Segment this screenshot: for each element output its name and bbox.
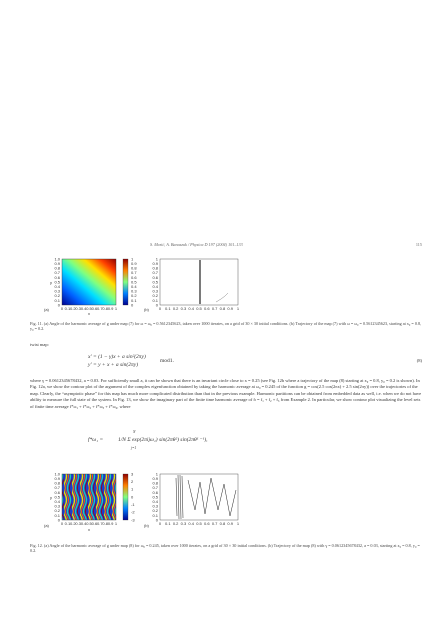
fig12a-y-ticks bbox=[54, 471, 60, 522]
fig12-colorbar-tick-label: -2 bbox=[131, 509, 135, 515]
fig11a-x-tick-label: 0.2 bbox=[70, 306, 76, 311]
equation-harmonic-rhs: 1/N Σ exp(2πijω₁) sin(2πθ²) sin(2πθ¹ ⁻¹), bbox=[118, 437, 208, 443]
fig11-colorbar-tick-label: 1 bbox=[131, 256, 134, 262]
fig11a-y-tick-label: 0 bbox=[57, 302, 60, 308]
equation-8-line2: y' = y + x + a sin(2πy) bbox=[88, 362, 139, 368]
fig11b-x-tick-label: 0.9 bbox=[227, 306, 233, 311]
fig12b-panel-label: (b) bbox=[144, 523, 149, 528]
fig12b-x-tick-label: 0 bbox=[158, 521, 162, 526]
equation-sum-bottom: j=1 bbox=[131, 446, 137, 450]
fig12b-x-tick-label: 0.7 bbox=[211, 521, 218, 526]
equation-8-number: (8) bbox=[416, 358, 422, 363]
fig12b-y-tick-label: 1 bbox=[155, 471, 158, 477]
fig12a-y-tick-label: 0.7 bbox=[54, 485, 60, 491]
fig11-colorbar-tick-label: 0.6 bbox=[131, 274, 137, 280]
fig12a-y-tick-label: 0.2 bbox=[54, 508, 60, 514]
fig12b-x-tick-label: 0.9 bbox=[227, 521, 233, 526]
fig12a-x-tick-label: 0 bbox=[60, 521, 64, 526]
fig12a-x-tick-label: 0.2 bbox=[70, 521, 76, 526]
fig12-colorbar-tick-label: -1 bbox=[131, 502, 135, 508]
fig11a-panel-label: (a) bbox=[44, 307, 49, 312]
fig12-colorbar-tick-label: 1 bbox=[131, 486, 134, 492]
fig12a-x-tick-label: 0.4 bbox=[80, 521, 87, 526]
fig11b-y-tick-label: 0.4 bbox=[152, 284, 158, 289]
fig12b-x-tick-label: 0.4 bbox=[188, 521, 194, 526]
fig12a-x-tick-label: 0.6 bbox=[91, 521, 98, 526]
fig12b-y-tick-label: 0.5 bbox=[152, 494, 158, 500]
fig12-colorbar-tick-label: 3 bbox=[131, 471, 134, 477]
fig11a-y-tick-label: 0.7 bbox=[54, 270, 60, 276]
fig12b-y-tick-label: 0.4 bbox=[152, 499, 158, 504]
fig11b-x-tick-label: 0.5 bbox=[196, 306, 202, 311]
equation-harmonic-lhs: f*ω₁ = bbox=[88, 437, 104, 443]
fig11b-y-tick-label: 0 bbox=[155, 302, 158, 308]
fig11b-y-tick-label: 0.2 bbox=[152, 293, 158, 299]
fig11-colorbar-tick-label: 0.2 bbox=[131, 293, 137, 299]
fig12b-y-tick-label: 0.8 bbox=[152, 480, 158, 486]
fig12b-x-tick-label: 0.6 bbox=[204, 521, 210, 526]
fig12-colorbar-tick-label: -3 bbox=[131, 517, 135, 523]
fig11-colorbar-tick-label: 0.3 bbox=[131, 288, 137, 294]
fig11a-x-tick-label: 1 bbox=[114, 306, 118, 311]
fig12b-x-tick-label: 0.5 bbox=[196, 521, 202, 526]
fig11a-y-tick-label: 0.3 bbox=[54, 288, 60, 294]
fig11a-x-tick-label: 0 bbox=[60, 306, 64, 311]
fig11b-panel-label: (b) bbox=[144, 307, 149, 312]
fig12b-x-tick-label: 0.3 bbox=[180, 521, 187, 526]
equation-8-mod: mod1. bbox=[160, 358, 174, 364]
fig11a-x-tick-label: 0.8 bbox=[102, 306, 108, 311]
fig11-colorbar-tick-label: 0.9 bbox=[131, 261, 137, 266]
fig11a-heatmap bbox=[62, 259, 116, 305]
fig11a-y-tick-label: 0.8 bbox=[54, 265, 60, 271]
fig11-colorbar bbox=[123, 259, 128, 305]
fig11a-x-tick-label: 0.3 bbox=[75, 306, 81, 311]
equation-8-line1: x' = (1 − γ)x + a sin²(2πy) bbox=[88, 354, 146, 360]
fig12a-xlabel: x bbox=[88, 527, 90, 532]
figure-12 bbox=[40, 470, 280, 534]
fig12a-x-tick-label: 0.3 bbox=[75, 521, 81, 526]
fig11b-x-tick-label: 0.4 bbox=[188, 306, 194, 311]
fig11a-x-tick-label: 0.5 bbox=[86, 306, 92, 311]
fig11b-y-tick-label: 0.3 bbox=[152, 288, 158, 294]
figure-11-caption: Fig. 11. (a) Angle of the harmonic average of g under map (7) for ω = ω₀ = 0.5612345623, taken over 1000 iterates, on a grid of 30 × 30 initial conditions. (b) Trajectory of the map (7) with ω = ω₀ = 0.5612345623, starting at x₀ = 0.8, y₀ = 0.2. bbox=[30, 321, 422, 332]
fig11a-ylabel: y bbox=[50, 280, 52, 285]
fig12a-y-tick-label: 1.0 bbox=[54, 471, 60, 477]
fig12a-heatmap bbox=[62, 474, 116, 520]
fig12a-y-tick-label: 0.3 bbox=[54, 503, 60, 509]
equation-sum-top: N bbox=[133, 430, 136, 434]
body-intro: twist map: bbox=[30, 342, 49, 347]
fig11a-y-tick-label: 0.5 bbox=[54, 279, 60, 285]
fig12a-ylabel: y bbox=[50, 495, 52, 500]
fig11b-x-tick-label: 0.2 bbox=[172, 306, 179, 311]
fig12b-x-tick-label: 1 bbox=[236, 521, 240, 526]
fig11a-y-tick-label: 0.9 bbox=[54, 261, 60, 266]
fig12b-x-ticks bbox=[159, 521, 240, 526]
fig11a-y-tick-label: 0.4 bbox=[54, 284, 60, 289]
fig12a-y-tick-label: 0.8 bbox=[54, 480, 60, 486]
fig12a-y-tick-label: 0.6 bbox=[54, 489, 60, 495]
fig12b-y-tick-label: 0.2 bbox=[152, 508, 158, 514]
fig12b-y-tick-label: 0.6 bbox=[152, 489, 158, 495]
fig12a-x-tick-label: 0.5 bbox=[86, 521, 92, 526]
fig11b-y-tick-label: 0.1 bbox=[152, 297, 158, 303]
fig12b-x-tick-label: 0.2 bbox=[172, 521, 179, 526]
fig12b-y-tick-label: 0.9 bbox=[152, 476, 158, 481]
fig11b-y-tick-label: 0.9 bbox=[152, 261, 158, 266]
fig12-colorbar-ticks bbox=[131, 471, 135, 522]
fig12b-y-tick-label: 0.3 bbox=[152, 503, 158, 509]
fig11b-x-tick-label: 1 bbox=[236, 306, 240, 311]
fig11a-y-tick-label: 0.2 bbox=[54, 293, 60, 299]
header-authors: S. Mezić, A. Banaszuk / Physica D 197 (2004) 101–133 bbox=[150, 242, 243, 247]
fig11b-y-tick-label: 1 bbox=[155, 256, 158, 262]
fig12a-y-tick-label: 0.5 bbox=[54, 494, 60, 500]
fig11-colorbar-tick-label: 0.7 bbox=[131, 270, 137, 276]
fig11a-x-tick-label: 0.7 bbox=[97, 306, 103, 311]
fig11a-x-tick-label: 0.9 bbox=[107, 306, 114, 311]
fig12b-x-tick-label: 0.8 bbox=[219, 521, 226, 526]
fig12a-y-tick-label: 0.4 bbox=[54, 499, 60, 504]
fig11b-plot-frame bbox=[160, 259, 238, 305]
fig12a-y-tick-label: 0 bbox=[57, 517, 60, 523]
fig11b-x-tick-label: 0.3 bbox=[180, 306, 187, 311]
fig11a-y-ticks bbox=[54, 256, 60, 307]
figure-11 bbox=[40, 255, 280, 315]
fig11a-x-tick-label: 0.6 bbox=[91, 306, 98, 311]
fig11b-x-ticks bbox=[159, 306, 240, 311]
fig11a-x-tick-label: 0.4 bbox=[80, 306, 87, 311]
fig12a-x-tick-label: 0.1 bbox=[64, 521, 71, 526]
fig11a-xlabel: x bbox=[88, 311, 90, 315]
fig12a-x-tick-label: 0.8 bbox=[102, 521, 108, 526]
fig11-colorbar-ticks bbox=[131, 256, 137, 307]
figure-12-caption: Fig. 12. (a) Angle of the harmonic average of g under map (8) for ω₀ = 0.245, taken over 1000 iterates, on a grid of 30 × 30 initial conditions. (b) Trajectory of the map (8) with γ = 0.0612345678432, a = 0.03, starting at x₀ = 0.8, y₀ = 0.2. bbox=[30, 543, 420, 554]
fig11-colorbar-tick-label: 0.1 bbox=[131, 297, 137, 303]
fig11b-y-ticks bbox=[152, 256, 158, 307]
fig12a-x-tick-label: 0.9 bbox=[107, 521, 114, 526]
fig11b-x-tick-label: 0 bbox=[158, 306, 162, 311]
fig11b-y-tick-label: 0.6 bbox=[152, 274, 158, 280]
fig12a-x-tick-label: 0.7 bbox=[97, 521, 103, 526]
fig12-colorbar-tick-label: 0 bbox=[131, 494, 134, 500]
fig11-colorbar-tick-label: 0.4 bbox=[131, 284, 137, 289]
fig11-colorbar-tick-label: 0.5 bbox=[131, 279, 137, 285]
fig12a-x-ticks bbox=[61, 521, 118, 526]
fig11b-x-tick-label: 0.7 bbox=[211, 306, 218, 311]
body-paragraph: where γ = 0.0612345678432, a = 0.03. For sufficiently small a, it can be shown that there is an invariant circle close to x = 0.25 (see Fig. 12b where a trajectory of the map (8) starting at x₀ = 0.8, y₀ = 0.2 is shown). In Fig. 12a, we show the contour plot of the argument of the complex eigenfunction obtained by taking the harmonic average at ω₀ = 0.245 of the function g = cos(2.5 cos(2πx) + 2.5 sin(2πy)) over the trajectories of the map. Clearly, the “asymptotic phase” for this map has much more complicated distribution than that in the previous example. Harmonic partitions can be obtained from embedded data as well, i.e. when we do not have ability to measure the full state of the system. In Fig. 13, we show the imaginary part of the finite time harmonic average of fₜ = f₁ + f₂ + f₃ from Example 2. In particular, we show contour plot visualizing the level sets of finite time average f*ω₁ + f*ω₂ + f*ω₃ + f*ω₄, where bbox=[30, 378, 422, 409]
fig12a-panel-label: (a) bbox=[44, 523, 49, 528]
fig12b-x-tick-label: 0.1 bbox=[165, 521, 171, 526]
fig11b-y-tick-label: 0.8 bbox=[152, 265, 158, 271]
fig12a-x-tick-label: 1 bbox=[114, 521, 118, 526]
fig12b-y-tick-label: 0.1 bbox=[152, 512, 158, 518]
fig12-colorbar-tick-label: 2 bbox=[131, 479, 134, 485]
fig12b-y-tick-label: 0 bbox=[155, 517, 158, 523]
fig11a-y-tick-label: 0.1 bbox=[54, 297, 60, 303]
fig11b-x-tick-label: 0.1 bbox=[165, 306, 171, 311]
fig11b-y-tick-label: 0.7 bbox=[152, 270, 158, 276]
fig11-colorbar-tick-label: 0.8 bbox=[131, 265, 137, 271]
fig11b-x-tick-label: 0.8 bbox=[219, 306, 226, 311]
fig11a-y-tick-label: 0.6 bbox=[54, 274, 60, 280]
fig11-colorbar-tick-label: 0 bbox=[131, 302, 134, 308]
fig12b-y-ticks bbox=[152, 471, 158, 522]
fig12b-y-tick-label: 0.7 bbox=[152, 485, 158, 491]
page-number: 115 bbox=[415, 242, 422, 247]
fig12-colorbar bbox=[123, 474, 128, 520]
fig12a-y-tick-label: 0.9 bbox=[54, 476, 60, 481]
fig11b-y-tick-label: 0.5 bbox=[152, 279, 158, 285]
fig12a-y-tick-label: 0.1 bbox=[54, 512, 60, 518]
fig11a-y-tick-label: 1.0 bbox=[54, 256, 60, 262]
fig11a-x-tick-label: 0.1 bbox=[64, 306, 71, 311]
fig11b-x-tick-label: 0.6 bbox=[204, 306, 210, 311]
